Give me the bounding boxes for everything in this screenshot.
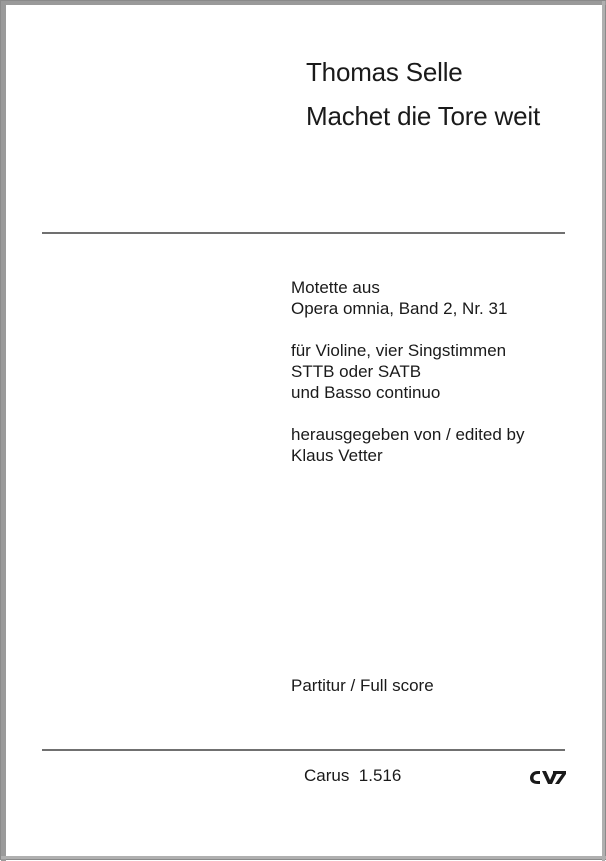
composer-name: Thomas Selle — [306, 57, 463, 87]
scoring-info — [291, 340, 506, 403]
score-type-label: Partitur / Full score — [291, 676, 434, 695]
editor-info — [291, 424, 524, 466]
editor-line: herausgegeben von / edited by — [291, 425, 525, 444]
work-line: Opera omnia, Band 2, Nr. 31 — [291, 299, 508, 318]
catalog-number: Carus 1.516 — [304, 766, 402, 785]
page-edge-left — [1, 1, 6, 861]
page-edge-right — [602, 1, 605, 861]
page-edge-bottom — [1, 856, 606, 859]
carus-verlag-logo-icon — [529, 768, 567, 786]
scoring-line: STTB oder SATB — [291, 362, 422, 381]
editor-line: Klaus Vetter — [291, 446, 383, 465]
work-title: Machet die Tore weit — [306, 101, 540, 131]
bottom-divider — [42, 749, 565, 751]
scoring-line: und Basso continuo — [291, 383, 441, 402]
work-info — [291, 277, 507, 319]
top-divider — [42, 232, 565, 234]
page-edge-top — [1, 1, 606, 5]
work-line: Motette aus — [291, 278, 380, 297]
scoring-line: für Violine, vier Singstimmen — [291, 341, 507, 360]
